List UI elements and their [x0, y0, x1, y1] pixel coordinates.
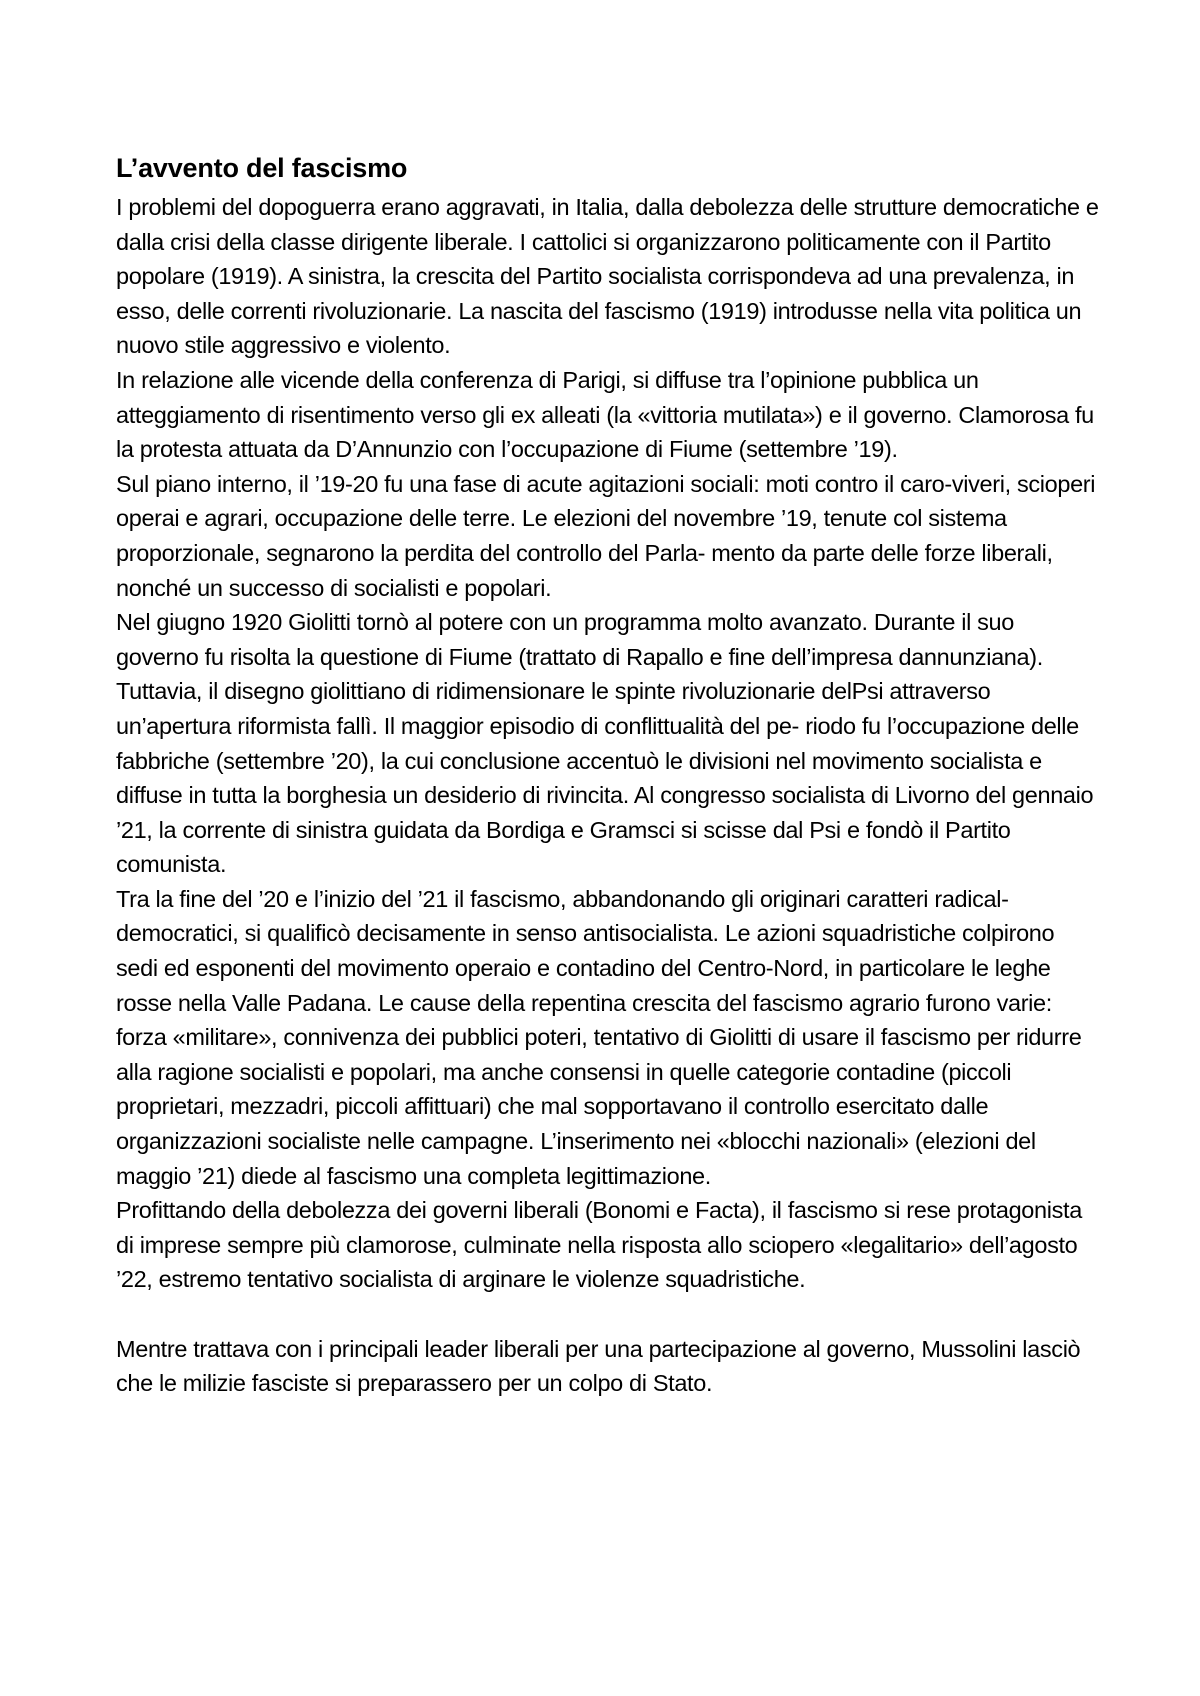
paragraph-postwar-problems: I problemi del dopoguerra erano aggravati, in Italia, dalla debolezza delle strutture democratiche e dalla crisi della classe dirigente liberale. I cattolici si organizzarono politicamente con il Partito popolare (1919). A sinistra, la crescita del Partito socialista corrispondeva ad una prevalenza, in esso, delle correnti rivoluzionarie. La nascita del fascismo (1919) introdusse nella vita politica un nuovo stile aggressivo e violento.	[116, 194, 1099, 359]
document-title: L’avvento del fascismo	[116, 153, 408, 183]
paragraph-liberal-weakness: Profittando della debolezza dei governi liberali (Bonomi e Facta), il fascismo si rese protagonista di imprese sempre più clamorose, culminate nella risposta allo sciopero «legalitario» dell’agosto ’22, estremo tentativo socialista di arginare le violenze squadristiche.	[116, 1197, 1082, 1293]
paragraph-mussolini: Mentre trattava con i principali leader liberali per una partecipazione al governo, Mussolini lasciò che le milizie fasciste si preparassero per un colpo di Stato.	[116, 1335, 1081, 1397]
document-body	[116, 148, 1101, 1401]
paragraph-paris-conference: In relazione alle vicende della conferenza di Parigi, si diffuse tra l’opinione pubblica un atteggiamento di risentimento verso gli ex alleati (la «vittoria mutilata») e il governo. Clamorosa fu la protesta attuata da D’Annunzio con l’occupazione di Fiume (settembre ’19).	[116, 366, 1094, 463]
paragraph-squadrism: Tra la fine del ’20 e l’inizio del ’21 il fascismo, abbandonando gli originari caratteri radical-democratici, si qualificò decisamente in senso antisocialista. Le azioni squadristiche colpirono sedi ed esponenti del movimento operaio e contadino del Centro-Nord, in particolare le leghe rosse nella Valle Padana. Le cause della repentina crescita del fascismo agrario furono varie: forza «militare», connivenza dei pubblici poteri, tentativo di Giolitti di usare il fascismo per ridurre alla ragione socialisti e popolari, ma anche consensi in quelle categorie contadine (piccoli proprietari, mezzadri, piccoli affittuari) che mal sopportavano il controllo esercitato dalle organizzazioni socialiste nelle campagne. L’inserimento nei «blocchi nazionali» (elezioni del maggio ’21) diede al fascismo una completa legittimazione.	[116, 885, 1082, 1189]
paragraph-spacer	[116, 1297, 1101, 1332]
paragraph-social-unrest: Sul piano interno, il ’19-20 fu una fase di acute agitazioni sociali: moti contro il caro-viveri, scioperi operai e agrari, occupazione delle terre. Le elezioni del novembre ’19, tenute col sistema proporzionale, segnarono la perdita del controllo del Parla- mento da parte delle forze liberali, nonché un successo di socialisti e popolari.	[116, 470, 1096, 601]
paragraph-giolitti-government: Nel giugno 1920 Giolitti tornò al potere con un programma molto avanzato. Durante il suo governo fu risolta la questione di Fiume (trattato di Rapallo e fine dell’impresa dannunziana). Tuttavia, il disegno giolittiano di ridimensionare le spinte rivoluzionarie delPsi attraverso un’apertura riformista fallì. Il maggior episodio di conflittualità del pe- riodo fu l’occupazione delle fabbriche (settembre ’20), la cui conclusione accentuò le divisioni nel movimento socialista e diffuse in tutta la borghesia un desiderio di rivincita. Al congresso socialista di Livorno del gennaio ’21, la corrente di sinistra guidata da Bordiga e Gramsci si scisse dal Psi e fondò il Partito comunista.	[116, 609, 1094, 878]
